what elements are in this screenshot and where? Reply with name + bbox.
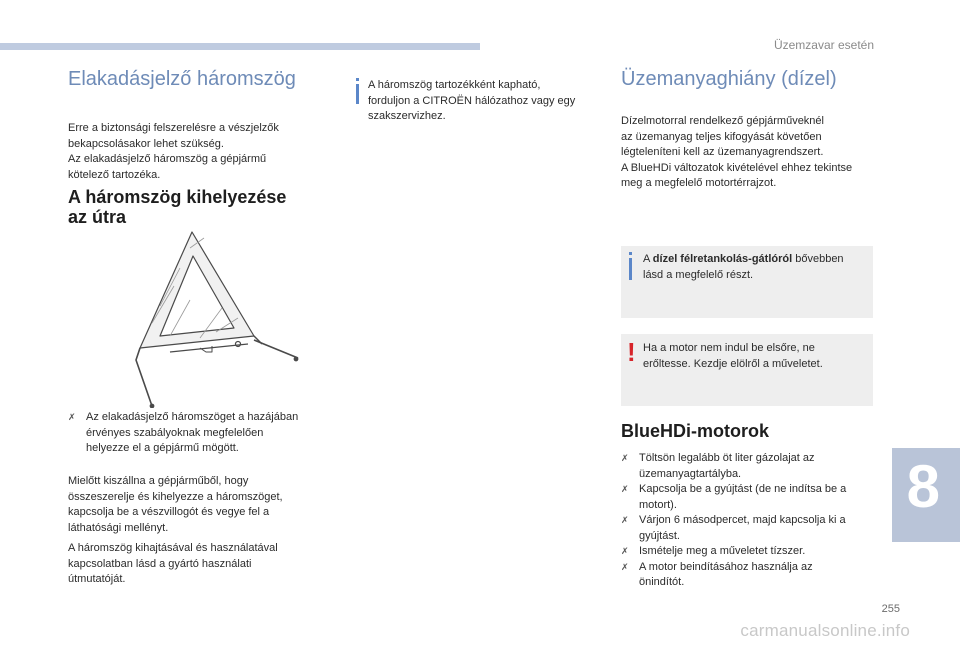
list-item: [621, 560, 881, 591]
bullet-marker-icon: ✗: [621, 484, 629, 494]
list-item-line: Kapcsolja be a gyújtást (de ne indítsa be a: [639, 483, 847, 495]
paragraph-line: meg a megfelelő motortérrajzot.: [621, 177, 777, 189]
engine-warning-note: [621, 334, 873, 406]
note-text: [368, 78, 575, 125]
list-item-line: motort).: [639, 498, 677, 511]
paragraph-line: az üzemanyag teljes kifogyását követően: [621, 130, 822, 143]
note-line: lásd a megfelelő részt.: [643, 268, 754, 281]
list-item-line: helyezze el a gépjármű mögött.: [86, 442, 239, 454]
bullet-marker-icon: ✗: [68, 412, 76, 422]
paragraph-line: láthatósági mellényt.: [68, 521, 169, 534]
list-item-line: Ismételje meg a műveletet tízszer.: [639, 545, 806, 557]
bullet-marker-icon: ✗: [621, 515, 629, 525]
note-text: [643, 341, 823, 372]
fuel-intro-paragraph: [621, 114, 852, 192]
note-suffix: bővebben: [792, 253, 844, 265]
header-bar: [0, 43, 480, 50]
note-line: A háromszög tartozékként kapható,: [368, 79, 541, 91]
intro-line: Erre a biztonsági felszerelésre a vészjelzők: [68, 122, 279, 134]
subsection-title-bluehdi: BlueHDi-motorok: [621, 421, 769, 441]
intro-paragraph: [68, 121, 279, 183]
paragraph-line: Mielőtt kiszállna a gépjárműből, hogy: [68, 475, 249, 487]
intro-line: Az elakadásjelző háromszög a gépjármű: [68, 153, 267, 165]
list-item: [621, 513, 881, 544]
list-item-line: A motor beindításához használja az: [639, 560, 813, 573]
info-icon: [629, 258, 632, 280]
misfuelling-info-note: [621, 246, 873, 318]
page-number: 255: [881, 603, 900, 615]
note-line: forduljon a CITROËN hálózathoz vagy egy: [368, 94, 576, 107]
section-title-warning-triangle: Elakadásjelző háromszög: [68, 68, 296, 90]
list-item-line: Az elakadásjelző háromszöget a hazájában: [86, 411, 299, 423]
bullet-marker-icon: ✗: [621, 546, 629, 556]
running-title: Üzemzavar esetén: [773, 38, 874, 52]
intro-line: bekapcsolásakor lehet szükség.: [68, 137, 224, 150]
paragraph-line: A háromszög kihajtásával és használatával: [68, 542, 278, 554]
paragraph-line: útmutatóját.: [68, 573, 126, 585]
subsection-title-placing-triangle: [68, 187, 286, 227]
note-line: [643, 252, 844, 268]
paragraph-line: kapcsolatban lásd a gyártó használati: [68, 557, 252, 570]
intro-line: kötelező tartozéka.: [68, 168, 161, 181]
list-item: [621, 544, 881, 560]
safety-paragraph: [68, 474, 283, 536]
chapter-number: 8: [906, 453, 940, 520]
subtitle-line: az útra: [68, 207, 127, 227]
note-text: [643, 252, 844, 283]
placement-instruction-list: [68, 410, 338, 457]
list-item-line: önindítót.: [639, 576, 685, 588]
warning-triangle-illustration: [130, 228, 300, 408]
list-item-line: gyújtást.: [639, 529, 680, 542]
warning-icon: !: [627, 337, 636, 367]
list-item-line: érvényes szabályoknak megfelelően: [86, 426, 264, 439]
note-bold-term: dízel félretankolás-gátlóról: [652, 253, 793, 265]
watermark: carmanualsonline.info: [740, 621, 910, 640]
bullet-marker-icon: ✗: [621, 453, 629, 463]
paragraph-line: Dízelmotorral rendelkező gépjárműveknél: [621, 115, 824, 127]
paragraph-line: kapcsolja be a vészvillogót és vegye fel a: [68, 506, 270, 518]
list-item-line: üzemanyagtartályba.: [639, 467, 742, 480]
note-line: Ha a motor nem indul be elsőre, ne: [643, 342, 815, 354]
list-item-line: Várjon 6 másodpercet, majd kapcsolja ki a: [639, 514, 846, 526]
section-title-fuel-shortage: Üzemanyaghiány (dízel): [621, 68, 837, 90]
accessory-info-note: [348, 70, 600, 130]
note-line: erőltesse. Kezdje elölről a műveletet.: [643, 357, 823, 370]
manufacturer-paragraph: [68, 541, 278, 588]
info-icon: [356, 84, 359, 104]
list-item: [621, 451, 881, 482]
paragraph-line: összeszerelje és kihelyezze a háromszöget,: [68, 490, 283, 503]
list-item: [621, 482, 881, 513]
note-line: szakszervizhez.: [368, 110, 446, 122]
list-item-line: Töltsön legalább öt liter gázolajat az: [639, 452, 815, 464]
paragraph-line: légteleníteni kell az üzemanyagrendszert.: [621, 146, 824, 158]
bluehdi-steps-list: [621, 451, 881, 591]
list-item: [68, 410, 338, 457]
note-prefix: A: [643, 253, 653, 265]
paragraph-line: A BlueHDi változatok kivételével ehhez tekintse: [621, 161, 853, 174]
subtitle-line: A háromszög kihelyezése: [68, 187, 287, 207]
bullet-marker-icon: ✗: [621, 561, 629, 572]
